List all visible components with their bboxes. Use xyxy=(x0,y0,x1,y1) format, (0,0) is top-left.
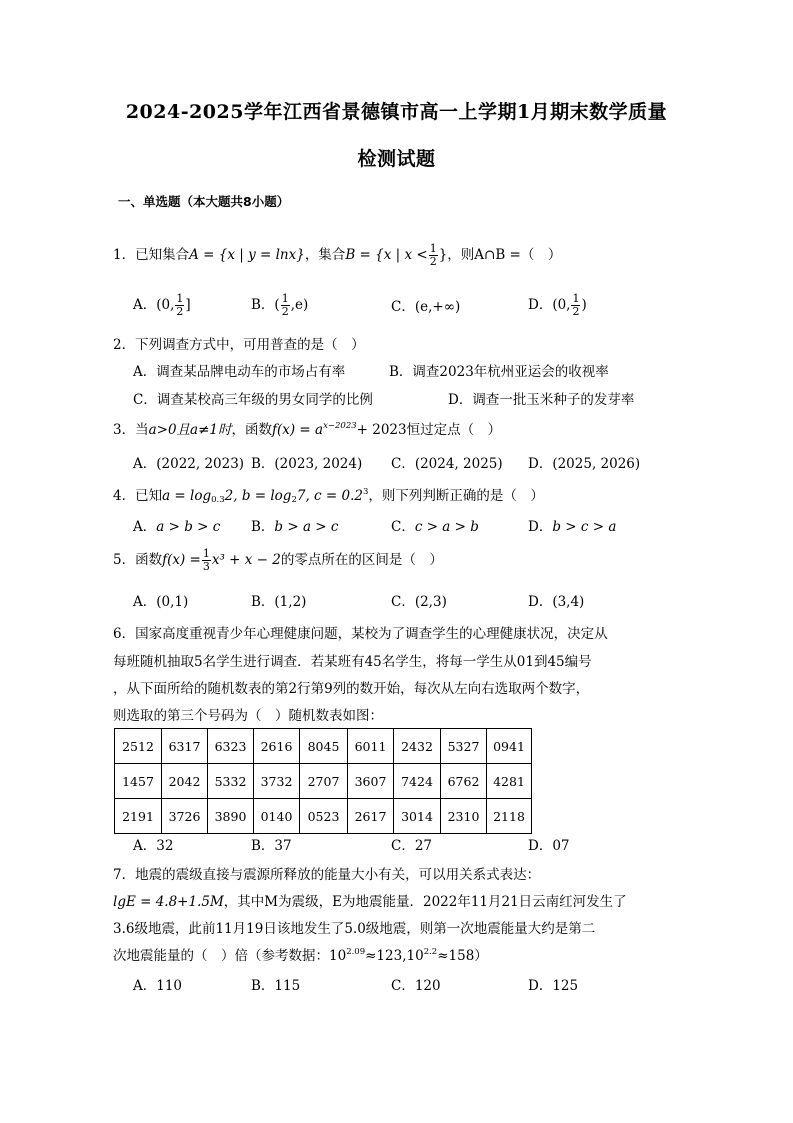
table-cell: 2310 xyxy=(441,799,487,834)
question-6-stem-line1: 6．国家高度重视青少年心理健康问题，某校为了调查学生的心理健康状况，决定从 xyxy=(113,626,608,642)
question-1-stem: 1．已知集合A = {x | y = lnx}，集合B = {x | x < $\frac{1}{2}$ }，则A∩B =（ ） xyxy=(113,242,562,268)
question-2-option-b: B．调查2023年杭州亚运会的收视率 xyxy=(389,364,609,380)
question-2-option-d: D．调查一批玉米种子的发芽率 xyxy=(448,392,635,408)
question-4-option-c: C．c > a > b xyxy=(391,519,479,535)
table-cell: 2512 xyxy=(115,729,162,764)
table-cell: 2042 xyxy=(162,764,208,799)
question-4-stem: 4．已知$a = \log_{0.3}2$, $b = \log_27$, $c = 0.2^3$，则下列判断正确的是（ ） xyxy=(113,487,544,505)
table-cell: 6317 xyxy=(162,729,208,764)
table-cell: 3732 xyxy=(254,764,300,799)
question-6-option-a: A．32 xyxy=(133,838,174,854)
table-cell: 2616 xyxy=(254,729,300,764)
question-7-option-a: A．110 xyxy=(133,978,183,994)
question-3-option-d: D．(2025, 2026) xyxy=(528,456,641,472)
question-6-stem-line4: 则选取的第三个号码为（ ）随机数表如图： xyxy=(113,708,383,724)
question-5-option-c: C．(2,3) xyxy=(391,594,447,610)
question-3-stem: 3．当a>0且a≠1时，函数$f(x) = a^{x-2023}+ 2023$恒过定点（ ） xyxy=(113,421,502,438)
table-cell: 5332 xyxy=(208,764,254,799)
question-3-option-c: C．(2024, 2025) xyxy=(391,456,503,472)
fraction: $\frac{1}{2}$ xyxy=(429,242,437,268)
table-cell: 2707 xyxy=(300,764,348,799)
question-1-option-d: D．(0, $\frac{1}{2}$ ) xyxy=(528,292,587,318)
question-5-stem: 5．函数f(x) = $\frac{1}{3}$ x³ + x − 2的零点所在的区间是（ ） xyxy=(113,547,443,573)
random-number-table xyxy=(114,728,532,834)
question-5-option-b: B．(1,2) xyxy=(251,594,307,610)
table-cell: 0941 xyxy=(487,729,532,764)
question-6-stem-line2: 每班随机抽取5名学生进行调查．若某班有45名学生，将每一学生从01到45编号 xyxy=(113,654,592,670)
table-cell: 6762 xyxy=(441,764,487,799)
question-6-stem-line3: ，从下面所给的随机数表的第2行第9列的数开始，每次从左向右选取两个数字， xyxy=(113,681,590,697)
question-2-stem: 2．下列调查方式中，可用普查的是（ ） xyxy=(113,337,365,353)
question-7-option-b: B．115 xyxy=(251,978,301,994)
table-row xyxy=(115,799,532,834)
question-5-option-d: D．(3,4) xyxy=(528,594,585,610)
page-title-line2: 检测试题 xyxy=(357,148,436,170)
table-cell: 3607 xyxy=(348,764,394,799)
table-cell: 0523 xyxy=(300,799,348,834)
question-4-option-d: D．b > c > a xyxy=(528,519,617,535)
question-1-option-c: C．(e,+∞) xyxy=(391,299,461,315)
question-3-option-a: A．(2022, 2023) xyxy=(133,456,245,472)
question-7-stem-line1: 7．地震的震级直接与震源所释放的能量大小有关，可以用关系式表达： xyxy=(113,867,541,883)
question-6-option-c: C．27 xyxy=(391,838,433,854)
page-title: 2024-2025学年江西省景德镇市高一上学期1月期末数学质量 xyxy=(125,101,668,123)
question-6-option-b: B．37 xyxy=(251,838,292,854)
question-7-option-d: D．125 xyxy=(528,978,579,994)
table-cell: 7424 xyxy=(394,764,441,799)
question-1-option-a: A．(0, $\frac{1}{2}$ ] xyxy=(133,292,191,318)
section-heading: 一、单选题（本大题共8小题） xyxy=(118,194,290,209)
table-cell: 2191 xyxy=(115,799,162,834)
table-cell: 8045 xyxy=(300,729,348,764)
question-1-option-b: B．( $\frac{1}{2}$ ,e) xyxy=(251,292,309,318)
question-7-stem-line3: 3.6级地震，此前11月19日该地发生了5.0级地震，则第一次地震能量大约是第二 xyxy=(113,921,596,937)
table-cell: 3726 xyxy=(162,799,208,834)
table-cell: 2617 xyxy=(348,799,394,834)
table-cell: 6011 xyxy=(348,729,394,764)
question-4-option-b: B．b > a > c xyxy=(251,519,339,535)
question-3-option-b: B．(2023, 2024) xyxy=(251,456,363,472)
question-2-option-a: A．调查某品牌电动车的市场占有率 xyxy=(133,364,346,380)
table-cell: 2432 xyxy=(394,729,441,764)
table-cell: 2118 xyxy=(487,799,532,834)
table-row xyxy=(115,729,532,764)
question-6-option-d: D．07 xyxy=(528,838,570,854)
question-7-stem-line2: lgE = 4.8+1.5M，其中M为震级，E为地震能量．2022年11月21日云南红河发生了 xyxy=(113,894,627,910)
question-2-option-c: C．调查某校高三年级的男女同学的比例 xyxy=(133,392,373,408)
question-7-option-c: C．120 xyxy=(391,978,441,994)
table-cell: 6323 xyxy=(208,729,254,764)
table-cell: 3890 xyxy=(208,799,254,834)
table-cell: 5327 xyxy=(441,729,487,764)
table-cell: 3014 xyxy=(394,799,441,834)
question-4-option-a: A．a > b > c xyxy=(133,519,221,535)
question-7-stem-line4: 次地震能量的（ ）倍（参考数据：$10^{2.09}\approx 123,10^{2.2}\approx 158$） xyxy=(113,947,488,964)
question-5-option-a: A．(0,1) xyxy=(133,594,189,610)
table-cell: 0140 xyxy=(254,799,300,834)
table-cell: 1457 xyxy=(115,764,162,799)
table-row xyxy=(115,764,532,799)
table-cell: 4281 xyxy=(487,764,532,799)
